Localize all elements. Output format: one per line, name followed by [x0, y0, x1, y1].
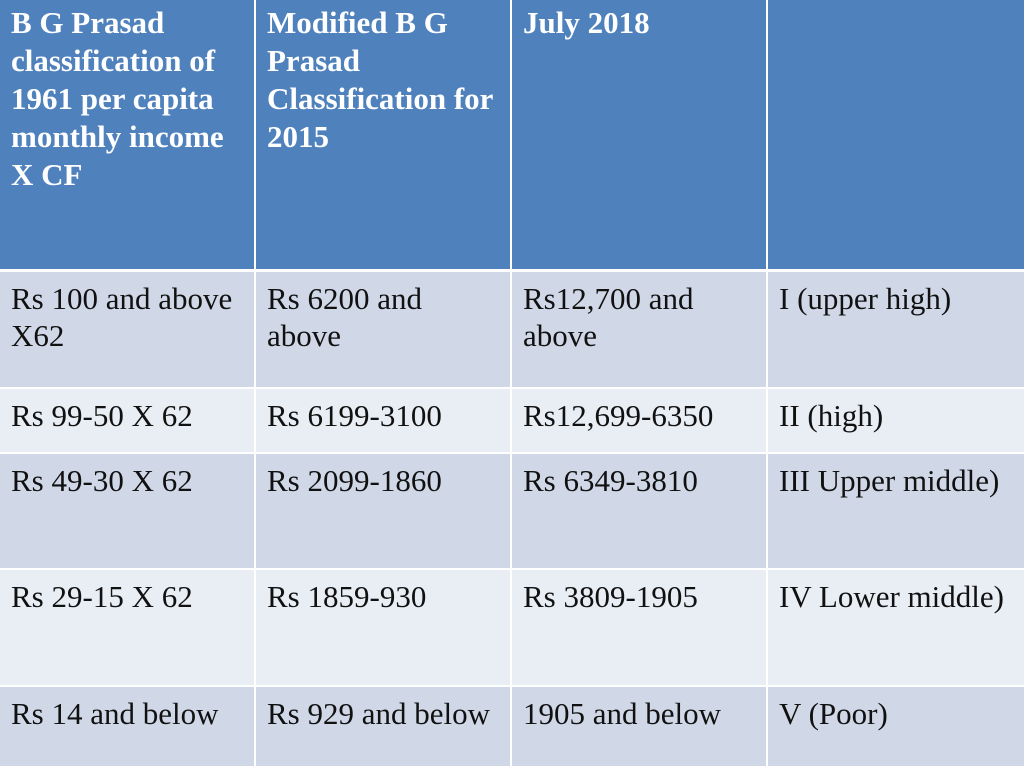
table-cell: Rs 29-15 X 62 — [0, 570, 256, 687]
table-cell: Rs12,700 and above — [512, 272, 768, 389]
table-cell: Rs 99-50 X 62 — [0, 389, 256, 454]
table-cell: Rs 6200 and above — [256, 272, 512, 389]
table-cell: IV Lower middle) — [768, 570, 1024, 687]
table-cell: Rs 1859-930 — [256, 570, 512, 687]
header-cell-modified-2015: Modified B G Prasad Classification for 2015 — [256, 0, 512, 272]
table-cell: Rs 49-30 X 62 — [0, 454, 256, 570]
table-cell: V (Poor) — [768, 687, 1024, 768]
header-cell-class — [768, 0, 1024, 272]
table-cell: Rs 14 and below — [0, 687, 256, 768]
table-cell: Rs 2099-1860 — [256, 454, 512, 570]
table-cell: II (high) — [768, 389, 1024, 454]
table-cell: III Upper middle) — [768, 454, 1024, 570]
table-cell: Rs12,699-6350 — [512, 389, 768, 454]
table-cell: Rs 6349-3810 — [512, 454, 768, 570]
table-cell: Rs 929 and below — [256, 687, 512, 768]
table-cell: 1905 and below — [512, 687, 768, 768]
table-cell: I (upper high) — [768, 272, 1024, 389]
header-cell-1961-classification: B G Prasad classification of 1961 per capita monthly income X CF — [0, 0, 256, 272]
table-cell: Rs 6199-3100 — [256, 389, 512, 454]
header-cell-july-2018: July 2018 — [512, 0, 768, 272]
table-cell: Rs 3809-1905 — [512, 570, 768, 687]
table-cell: Rs 100 and above X62 — [0, 272, 256, 389]
